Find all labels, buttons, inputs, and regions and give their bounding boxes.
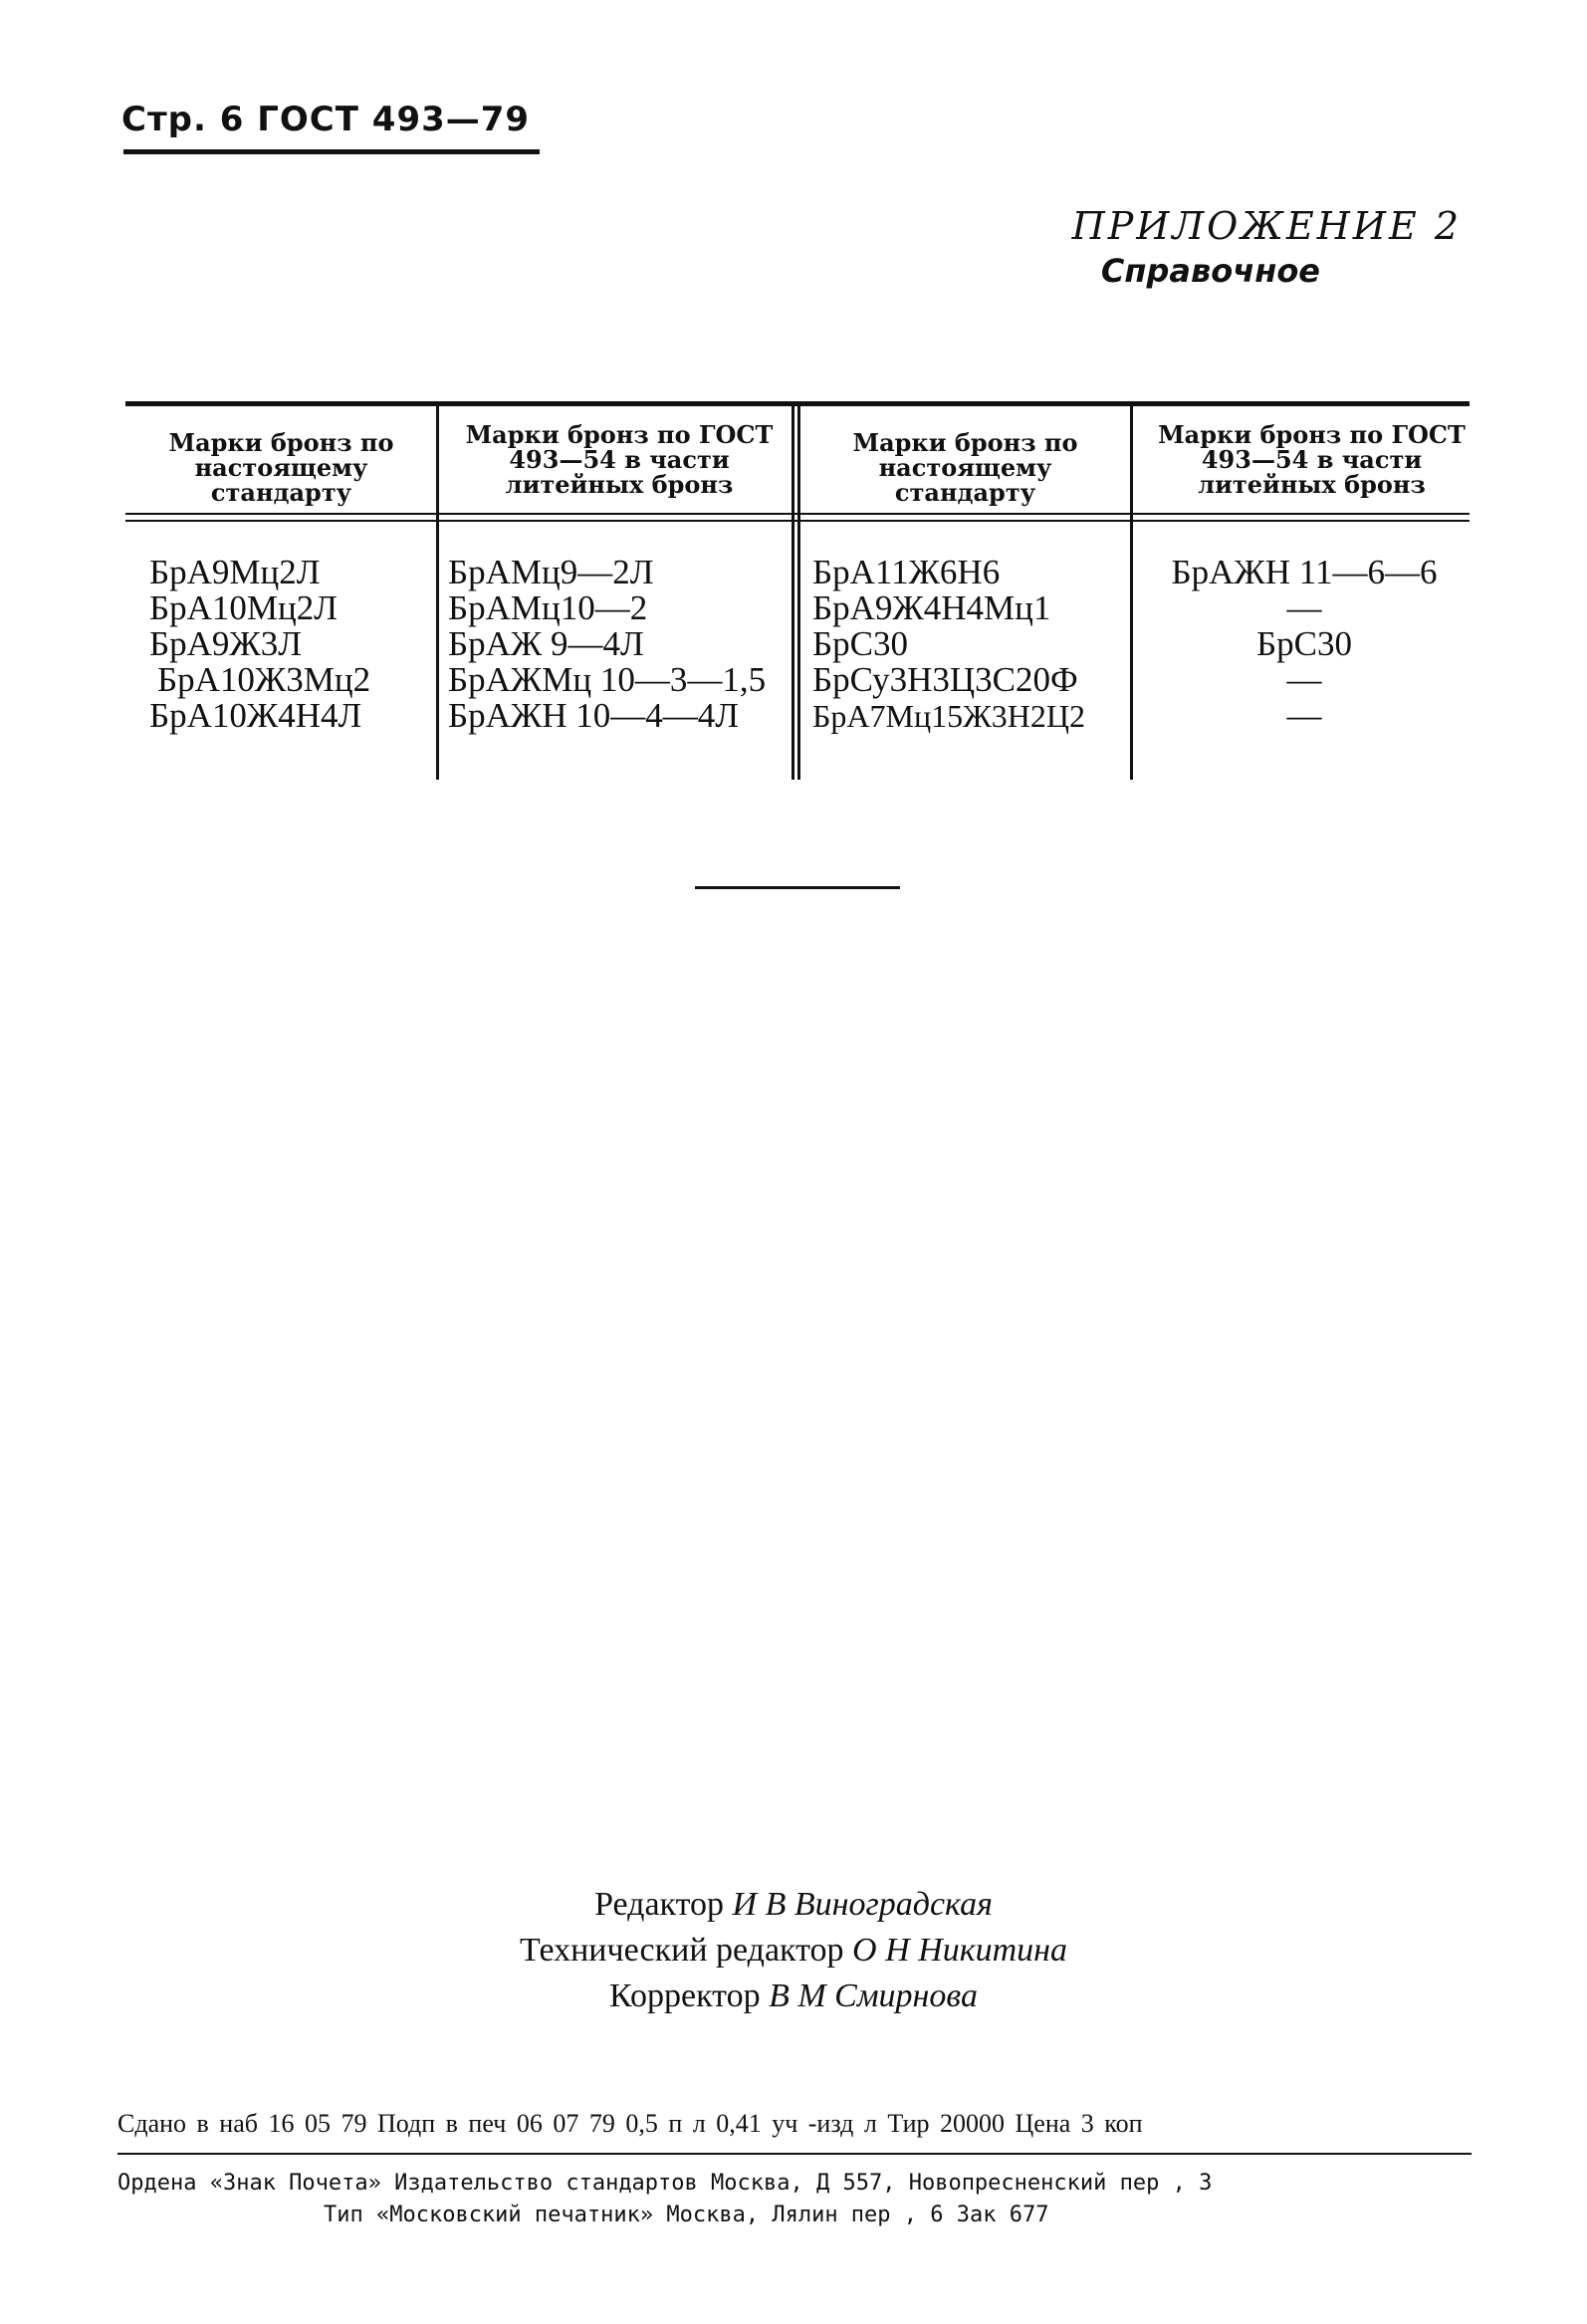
- table-cell: БрА9Ж4Н4Мц1: [812, 588, 1051, 627]
- table-divider-3: [1130, 406, 1133, 780]
- imprint-rule: [117, 2153, 1472, 2155]
- table-header-col4: Марки бронз по ГОСТ 493—54 в части литейных бронз: [1158, 420, 1466, 499]
- editor-role: Редактор: [594, 1886, 725, 1923]
- table-cell: —: [1286, 660, 1322, 699]
- proofreader-name: В М Смирнова: [769, 1977, 978, 2014]
- table-cell: БрАЖН 10—4—4Л: [448, 696, 739, 735]
- table-cell: БрА11Ж6Н6: [812, 553, 1001, 591]
- header-rule: [123, 149, 540, 154]
- table-cell: БрАМц9—2Л: [448, 553, 654, 591]
- tech-editor-name: О Н Никитина: [852, 1932, 1068, 1969]
- section-separator: [695, 886, 900, 889]
- table-cell: БрС30: [1256, 624, 1352, 663]
- table-column-2: [448, 555, 766, 734]
- table-cell: БрАЖМц 10—3—1,5: [448, 660, 767, 699]
- table-cell: БрА9Ж3Л: [149, 624, 302, 663]
- table-column-3: [812, 555, 1085, 734]
- table-column-1: [149, 555, 370, 734]
- table-header-col1: Марки бронз по настоящему стандарту: [168, 428, 394, 507]
- tech-editor-role: Технический редактор: [519, 1932, 844, 1969]
- table-divider-2b: [797, 406, 800, 780]
- imprint-line-3: Тип «Московский печатник» Москва, Лялин пер , 6 Зак 677: [324, 2203, 1049, 2227]
- table-cell: БрА7Мц15Ж3Н2Ц2: [812, 698, 1085, 734]
- credit-tech-editor: [0, 1928, 1587, 1974]
- credit-editor: [0, 1882, 1587, 1928]
- table-header-col3: Марки бронз по настоящему стандарту: [852, 428, 1078, 507]
- credit-proofreader: [0, 1974, 1587, 2019]
- table-cell: БрА9Мц2Л: [149, 553, 321, 591]
- page-header: Стр. 6 ГОСТ 493—79: [121, 100, 531, 139]
- table-cell: —: [1286, 588, 1322, 627]
- table-cell: БрА10Ж3Мц2: [157, 660, 371, 699]
- imprint-line-2: Ордена «Знак Почета» Издательство стандартов Москва, Д 557, Новопресненский пер , 3: [117, 2171, 1213, 2196]
- table-cell: БрАЖН 11—6—6: [1171, 553, 1438, 591]
- table-cell: БрАЖ 9—4Л: [448, 624, 644, 663]
- editor-name: И В Виноградская: [732, 1886, 993, 1923]
- table-divider-2: [792, 406, 794, 780]
- credits-block: [0, 1882, 1587, 2019]
- table-column-4: [1135, 555, 1474, 734]
- appendix-title: ПРИЛОЖЕНИЕ 2: [1071, 204, 1462, 248]
- table-divider-1: [436, 406, 439, 780]
- proofreader-role: Корректор: [609, 1977, 761, 2014]
- table-cell: БрА10Ж4Н4Л: [149, 696, 362, 735]
- table-cell: БрСу3Н3Ц3С20Ф: [812, 660, 1078, 699]
- imprint-line-1: Сдано в наб 16 05 79 Подп в печ 06 07 79 0,5 п л 0,41 уч -изд л Тир 20000 Цена 3 коп: [117, 2109, 1143, 2138]
- table-header-col2: Марки бронз по ГОСТ 493—54 в части литейных бронз: [465, 420, 774, 499]
- table-cell: БрС30: [812, 624, 908, 663]
- table-cell: —: [1286, 696, 1322, 735]
- table-cell: БрА10Мц2Л: [149, 588, 338, 627]
- table-cell: БрАМц10—2: [448, 588, 648, 627]
- appendix-subtitle: Справочное: [1100, 252, 1320, 290]
